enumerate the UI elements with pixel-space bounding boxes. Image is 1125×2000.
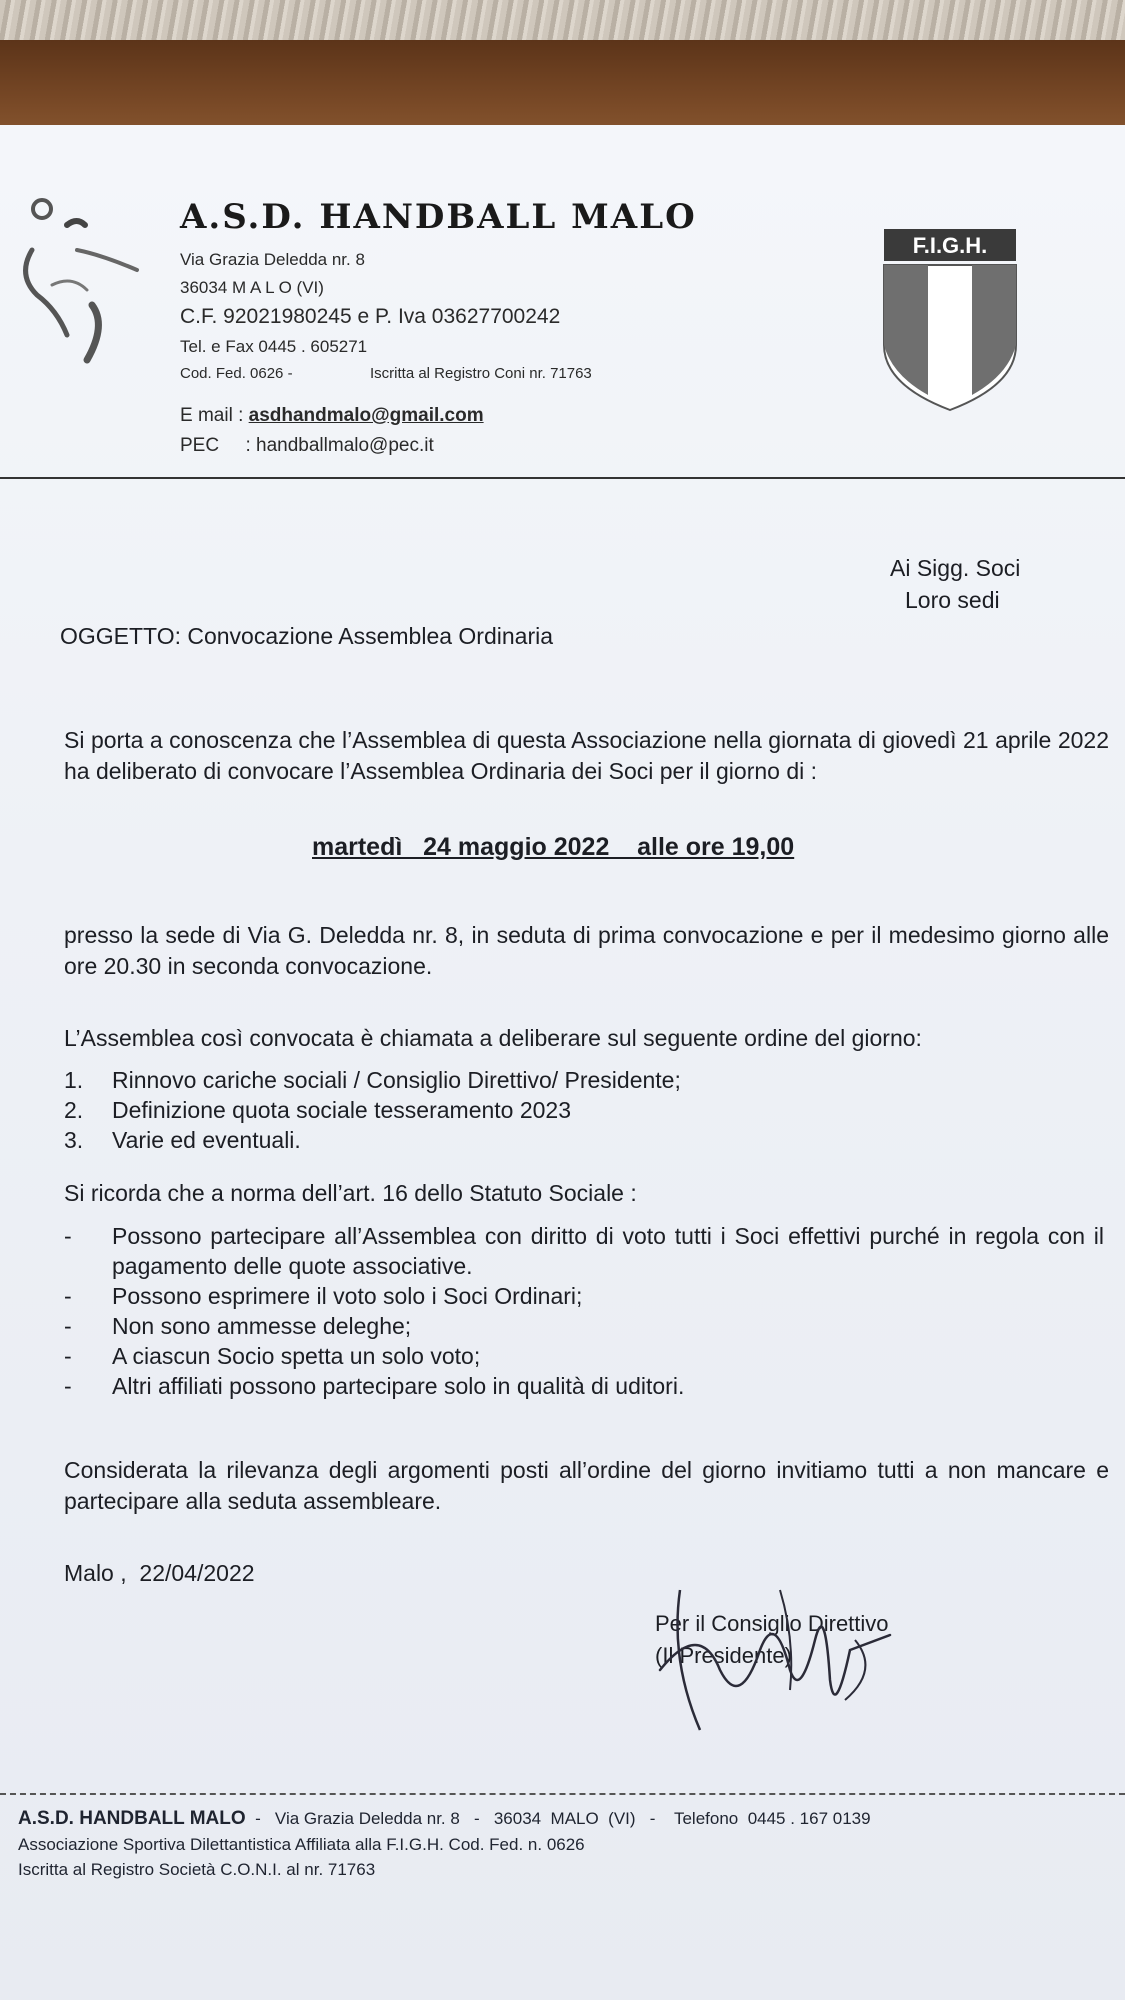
rule-item: - A ciascun Socio spetta un solo voto; [64,1343,481,1369]
pec-address: handballmalo@pec.it [256,435,434,456]
org-fiscal-code: C.F. 92021980245 e P. Iva 03627700242 [180,305,561,328]
statute-intro: Si ricorda che a norma dell’art. 16 dello Statuto Sociale : [64,1180,637,1206]
pec-label: PEC : [180,435,251,456]
figh-label: F.I.G.H. [912,233,988,258]
org-fed-code: Cod. Fed. 0626 - [180,365,293,382]
agenda-item: 1. Rinnovo cariche sociali / Consiglio Direttivo/ Presidente; [64,1067,681,1093]
footer-line-2: Associazione Sportiva Dilettantistica Affiliata alla F.I.G.H. Cod. Fed. n. 0626 [18,1835,585,1854]
rule-item: - Altri affiliati possono partecipare solo in qualità di uditori. [64,1373,685,1399]
org-email-row [180,405,484,427]
footer-org: A.S.D. HANDBALL MALO [18,1808,246,1829]
org-city: 36034 M A L O (VI) [180,278,324,297]
signature-line-1: Per il Consiglio Direttivo [655,1611,889,1636]
footer-divider [0,1793,1125,1795]
agenda-list [64,1065,1104,1155]
figh-shield-logo [880,225,1020,415]
rule-item: - Possono esprimere il voto solo i Soci Ordinari; [64,1283,583,1309]
recipient-line-2: Loro sedi [905,587,1000,613]
org-phone: Tel. e Fax 0445 . 605271 [180,337,368,356]
footer-line-3: Iscritta al Registro Società C.O.N.I. al nr. 71763 [18,1860,376,1879]
email-label: E mail : [180,405,244,426]
rule-item: - Possono partecipare all’Assemblea con diritto di voto tutti i Soci effettivi purché in regola con il pagamento delle quote associative. [64,1223,1104,1279]
rules-list [64,1221,1104,1401]
agenda-item: 3. Varie ed eventuali. [64,1127,301,1153]
closing-paragraph: Considerata la rilevanza degli argomenti posti all’ordine del giorno invitiamo tutti a non mancare e partecipare alla seduta assembleare. [64,1457,1109,1514]
letter-page [0,125,1125,2000]
meeting-date: martedì 24 maggio 2022 alle ore 19,00 [312,833,795,861]
place-and-date: Malo , 22/04/2022 [64,1560,255,1586]
location-paragraph: presso la sede di Via G. Deledda nr. 8, in seduta di prima convocazione e per il medesimo giorno alle ore 20.30 in seconda convocazione. [64,922,1109,979]
recipient-line-1: Ai Sigg. Soci [890,555,1021,581]
email-link[interactable]: asdhandmalo@gmail.com [248,405,484,426]
org-pec-row [180,435,434,457]
org-address: Via Grazia Deledda nr. 8 [180,250,365,269]
agenda-intro: L’Assemblea così convocata è chiamata a deliberare sul seguente ordine del giorno: [64,1025,922,1051]
org-registry: Iscritta al Registro Coni nr. 71763 [370,365,592,382]
rule-item: - Non sono ammesse deleghe; [64,1313,412,1339]
handwritten-signature [640,1580,910,1740]
agenda-item: 2. Definizione quota sociale tesseramento 2023 [64,1097,572,1123]
handball-player-logo-icon [12,195,152,365]
footer-line-1: A.S.D. HANDBALL MALO - Via Grazia Deledda nr. 8 - 36034 MALO (VI) - Telefono 0445 . 167 0139 [18,1808,871,1829]
subject-line: OGGETTO: Convocazione Assemblea Ordinaria [60,623,554,649]
signature-line-2: (Il Presidente) [655,1643,792,1668]
org-title: A.S.D. HANDBALL MALO [180,197,697,237]
intro-paragraph: Si porta a conoscenza che l’Assemblea di questa Associazione nella giornata di giovedì 21 aprile 2022 ha deliberato di convocare l’Assemblea Ordinaria dei Soci per il giorno di : [64,727,1109,784]
header-divider [0,477,1125,479]
